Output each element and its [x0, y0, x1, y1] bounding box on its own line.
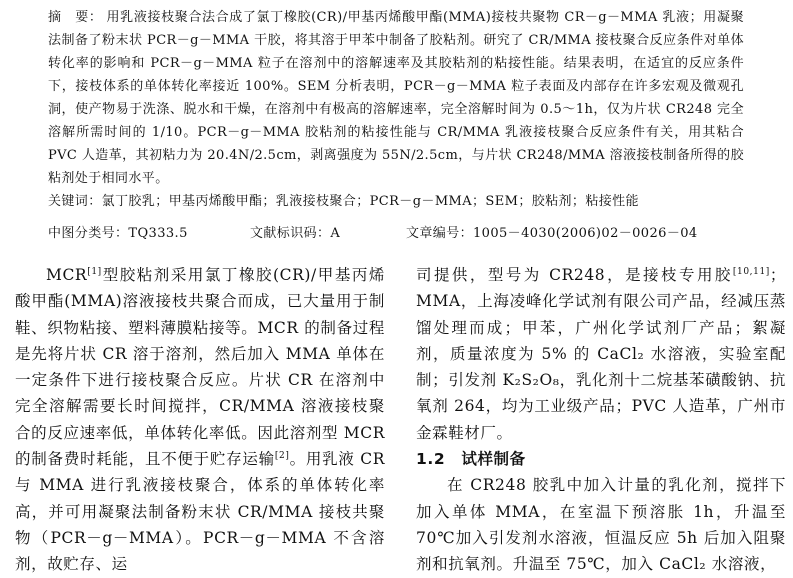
- preparation-paragraph: 在 CR248 胶乳中加入计量的乳化剂，搅拌下加入单体 MMA，在室温下预溶胀 1h，升温至 70℃加入引发剂水溶液，恒温反应 5h 后加入阻聚剂和抗氧剂。升温至 75℃，加入 CaCl₂ 水溶液，: [416, 476, 786, 574]
- materials-paragraph: [416, 262, 786, 446]
- keywords-label: 关键词：: [48, 194, 102, 209]
- intro-paragraph: [15, 262, 385, 578]
- abstract-label: 摘 要：: [48, 10, 103, 25]
- intro-text-end: 。用乳液 CR 与 MMA 进行乳液接枝聚合，体系的单体转化率高，并可用凝聚法制备粉末状 CR/MMA 接枝共聚物（PCR－g－MMA）。PCR－g－MMA 不含溶剂，故贮存、运: [15, 450, 385, 574]
- citation-2: [2]: [274, 450, 290, 461]
- materials-text-end: ；MMA，上海凌峰化学试剂有限公司产品，经减压蒸馏处理而成；甲苯，广州化学试剂厂产品；絮凝剂，质量浓度为 5% 的 CaCl₂ 水溶液，实验室配制；引发剂 K₂S₂O₈，乳化剂十二烷基苯磺酸钠、抗氧剂 264，均为工业级产品；PVC 人造革，广州市金霖鞋材厂。: [416, 266, 786, 442]
- document-code: 文献标识码：A: [250, 226, 341, 241]
- intro-text-start: MCR: [46, 266, 88, 284]
- article-number: 文章编号：1005－4030(2006)02－0026－04: [406, 226, 698, 241]
- materials-text-start: 司提供，型号为 CR248，是接枝专用胶: [416, 266, 733, 284]
- citation-1: [1]: [87, 266, 102, 277]
- left-column: [15, 262, 385, 578]
- abstract-block: [48, 6, 744, 213]
- citation-10-11: [10,11]: [732, 266, 770, 277]
- right-column: [416, 262, 786, 578]
- section-heading-1-2: 1.2 试样制备: [416, 450, 526, 469]
- abstract-text: 用乳液接枝聚合法合成了氯丁橡胶(CR)/甲基丙烯酸甲酯(MMA)接枝共聚物 CR－g－MMA 乳液；用凝聚法制备了粉末状 PCR－g－MMA 干胶，将其溶于甲苯中制备了胶粘剂。研究了 CR/MMA 接枝聚合反应条件对单体转化率的影响和 PCR－g－MMA 粒子在溶剂中的溶解速率及其胶粘剂的粘接性能。结果表明，在适宜的反应条件下，接枝体系的单体转化率接近 100%。SEM 分析表明，PCR－g－MMA 粒子表面及内部存在许多宏观及微观孔洞，使产物易于洗涤、脱水和干燥，在溶剂中有极高的溶解速率，完全溶解时间为 0.5～1h，仅为片状 CR248 完全溶解所需时间的 1/10。PCR－g－MMA 胶粘剂的粘接性能与 CR/MMA 乳液接枝聚合反应条件有关，用其粘合 PVC 人造革，其初粘力为 20.4N/2.5cm，剥离强度为 55N/2.5cm，与片状 CR248/MMA 溶液接枝制备所得的胶粘剂处于相同水平。: [48, 10, 744, 186]
- keywords-line: [48, 190, 744, 213]
- keywords-text: 氯丁胶乳；甲基丙烯酸甲酯；乳液接枝聚合；PCR－g－MMA；SEM；胶粘剂；粘接性能: [101, 194, 639, 209]
- clc-number: 中图分类号：TQ333.5: [48, 226, 188, 241]
- intro-text-middle: 型胶粘剂采用氯丁橡胶(CR)/甲基丙烯酸甲酯(MMA)溶液接枝共聚合而成，已大量用于制鞋、织物粘接、塑料薄膜粘接等。MCR 的制备过程是先将片状 CR 溶于溶剂，然后加入 MMA 单体在一定条件下进行接枝聚合反应。片状 CR 在溶剂中完全溶解需要长时间搅拌，CR/MMA 溶液接枝聚合的反应速率低，单体转化率低。因此溶剂型 MCR 的制备费时耗能，且不便于贮存运输: [15, 266, 385, 469]
